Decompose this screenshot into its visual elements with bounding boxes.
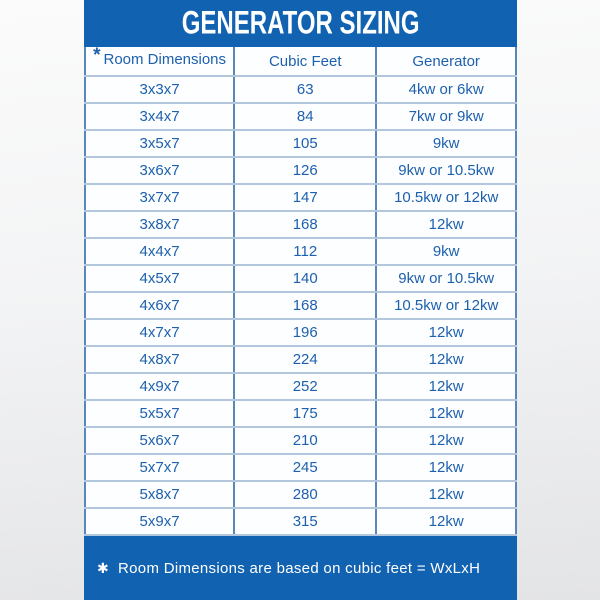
table-cell: 245: [234, 454, 376, 481]
table-cell: 3x6x7: [85, 157, 234, 184]
table-cell: 63: [234, 76, 376, 103]
footnote-text: Room Dimensions are based on cubic feet = WxLxH: [118, 559, 481, 577]
table-row: [85, 238, 516, 265]
table-cell: 12kw: [376, 481, 516, 508]
table-cell: 168: [234, 211, 376, 238]
table-cell: 3x3x7: [85, 76, 234, 103]
column-header-label: Room Dimensions: [103, 51, 227, 68]
sizing-table: [84, 47, 517, 536]
table-cell: 84: [234, 103, 376, 130]
table-header-row: [85, 47, 516, 76]
table-cell: 140: [234, 265, 376, 292]
table-cell: 5x9x7: [85, 508, 234, 535]
table-cell: 315: [234, 508, 376, 535]
table-row: [85, 400, 516, 427]
table-cell: 126: [234, 157, 376, 184]
table-row: [85, 76, 516, 103]
footnote: [84, 536, 517, 600]
table-cell: 12kw: [376, 400, 516, 427]
table-cell: 9kw or 10.5kw: [376, 265, 516, 292]
table-cell: 12kw: [376, 508, 516, 535]
table-row: [85, 373, 516, 400]
table-cell: 12kw: [376, 319, 516, 346]
table-row: [85, 157, 516, 184]
table-cell: 5x6x7: [85, 427, 234, 454]
column-header-cubic-feet: Cubic Feet: [234, 47, 376, 76]
table-cell: 5x7x7: [85, 454, 234, 481]
table-row: [85, 292, 516, 319]
table-row: [85, 265, 516, 292]
table-row: [85, 103, 516, 130]
table-row: [85, 319, 516, 346]
page-title: GENERATOR SIZING: [181, 5, 420, 41]
table-cell: 4x4x7: [85, 238, 234, 265]
table-cell: 9kw: [376, 238, 516, 265]
table-row: [85, 184, 516, 211]
table-cell: 4x9x7: [85, 373, 234, 400]
table-cell: 4x7x7: [85, 319, 234, 346]
column-header-generator: Generator: [376, 47, 516, 76]
table-cell: 105: [234, 130, 376, 157]
table-cell: 4x5x7: [85, 265, 234, 292]
table-cell: 210: [234, 427, 376, 454]
table-cell: 3x7x7: [85, 184, 234, 211]
table-cell: 12kw: [376, 373, 516, 400]
generator-sizing-panel: [84, 0, 517, 600]
table-cell: 3x5x7: [85, 130, 234, 157]
table-cell: 147: [234, 184, 376, 211]
table-cell: 4kw or 6kw: [376, 76, 516, 103]
table-row: [85, 481, 516, 508]
table-cell: 112: [234, 238, 376, 265]
table-cell: 7kw or 9kw: [376, 103, 516, 130]
asterisk-marker: *: [93, 45, 101, 66]
table-cell: 224: [234, 346, 376, 373]
table-cell: 168: [234, 292, 376, 319]
table-cell: 12kw: [376, 346, 516, 373]
table-row: [85, 427, 516, 454]
table-cell: 5x5x7: [85, 400, 234, 427]
table-cell: 5x8x7: [85, 481, 234, 508]
table-cell: 12kw: [376, 454, 516, 481]
table-row: [85, 346, 516, 373]
table-cell: 252: [234, 373, 376, 400]
table-cell: 10.5kw or 12kw: [376, 184, 516, 211]
column-header-room-dimensions: [85, 47, 234, 76]
table-row: [85, 211, 516, 238]
table-row: [85, 508, 516, 535]
table-cell: 3x4x7: [85, 103, 234, 130]
table-cell: 196: [234, 319, 376, 346]
table-cell: 10.5kw or 12kw: [376, 292, 516, 319]
table-cell: 4x8x7: [85, 346, 234, 373]
table-cell: 175: [234, 400, 376, 427]
table-cell: 9kw: [376, 130, 516, 157]
table-cell: 4x6x7: [85, 292, 234, 319]
table-cell: 3x8x7: [85, 211, 234, 238]
table-cell: 12kw: [376, 427, 516, 454]
table-row: [85, 130, 516, 157]
table-cell: 9kw or 10.5kw: [376, 157, 516, 184]
table-row: [85, 454, 516, 481]
table-cell: 12kw: [376, 211, 516, 238]
title-band: [84, 0, 517, 47]
footnote-asterisk-icon: ✱: [97, 559, 110, 576]
table-cell: 280: [234, 481, 376, 508]
